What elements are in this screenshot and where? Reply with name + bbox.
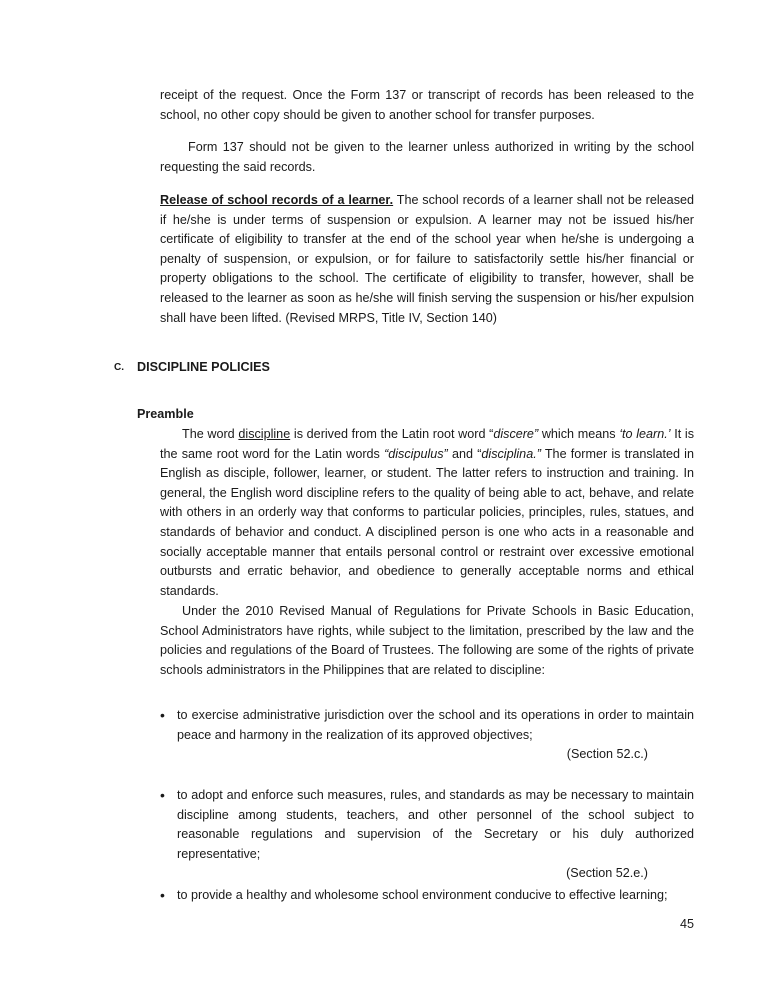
paragraph-release-of-records [160, 191, 694, 328]
italic-term: ‘to learn.’ [619, 427, 671, 441]
bullet-icon: • [160, 707, 165, 723]
italic-term: “discipulus” [384, 446, 448, 461]
list-item-citation: (Section 52.c.) [566, 747, 648, 762]
preamble-paragraph-2 [160, 602, 694, 680]
section-title: DISCIPLINE POLICIES [137, 360, 270, 374]
italic-term: disciplina.” [481, 446, 541, 461]
list-item [160, 786, 694, 884]
paragraph-form137-learner [160, 138, 694, 177]
paragraph-text: Under the 2010 Revised Manual of Regulations for Private Schools in Basic Education, School Administrators have rights, while subject to the limitation, prescribed by the law and the policies and regulations of the Board of Trustees. The following are some of the rights of private schools administrators in the Philippines that are related to discipline: [160, 604, 694, 677]
underlined-term: discipline [238, 427, 291, 441]
section-letter: C. [114, 362, 124, 373]
paragraph-text: Form 137 should not be given to the learner unless authorized in writing by the school requesting the said records. [160, 140, 694, 174]
list-item [160, 706, 694, 765]
paragraph-text: receipt of the request. Once the Form 137 or transcript of records has been released to the school, no other copy should be given to another school for transfer purposes. [160, 88, 694, 122]
paragraph-form137-release [160, 86, 694, 125]
italic-term: discere” [493, 427, 539, 441]
bullet-icon: • [160, 787, 165, 803]
list-item [160, 886, 694, 906]
page-number: 45 [679, 917, 694, 931]
text-run: is derived from the Latin root word “ [290, 427, 494, 441]
list-item-citation: (Section 52.e.) [566, 866, 648, 881]
list-item-text: to exercise administrative jurisdiction over the school and its operations in order to maintain peace and harmony in the realization of its approved objectives; [177, 708, 694, 742]
text-run: The word [182, 427, 239, 441]
list-item-text: to adopt and enforce such measures, rules, and standards as may be necessary to maintain discipline among students, teachers, and other personnel of the school subject to reasonable regulations and supervision of the Secretary or his duly authorized representative; [177, 788, 694, 861]
paragraph-heading: Release of school records of a learner. [160, 193, 394, 207]
section-heading [114, 358, 270, 378]
text-run: It is the same root word for the Latin words [160, 427, 694, 461]
paragraph-text [160, 191, 694, 328]
text-run: The former is translated in English as disciple, follower, learner, or student. The latter refers to instruction and training. In general, the English word discipline refers to the quality of being able to act, behave, and relate with others in an orderly way that conforms to particular policies, principles, rules, statues, and standards of behavior and conduct. A disciplined person is one who acts in a reasonable and socially acceptable manner that entails personal control or restraint over excessive emotional outbursts and erratic behavior, and obedience to generally acceptable norms and ethical standards. [160, 446, 694, 598]
text-run: and “ [447, 446, 482, 461]
preamble-heading: Preamble [137, 407, 194, 421]
preamble-paragraph-1 [160, 425, 694, 601]
paragraph-body: The school records of a learner shall not be released if he/she is under terms of suspension or expulsion. A learner may not be issued his/her certificate of eligibility to transfer at the end of the school year when he/she is undergoing a penalty of suspension, or expulsion, or for failure to satisfactorily settle his/her financial or property obligations to the school. The certificate of eligibility to transfer, however, shall be released to the learner as soon as he/she will finish serving the suspension or his/her expulsion shall have been lifted. (Revised MRPS, Title IV, Section 140) [160, 193, 694, 325]
paragraph-text [160, 425, 694, 601]
text-run: which means [538, 427, 620, 441]
bullet-icon: • [160, 887, 165, 903]
list-item-text: to provide a healthy and wholesome school environment conducive to effective learning; [177, 888, 668, 902]
